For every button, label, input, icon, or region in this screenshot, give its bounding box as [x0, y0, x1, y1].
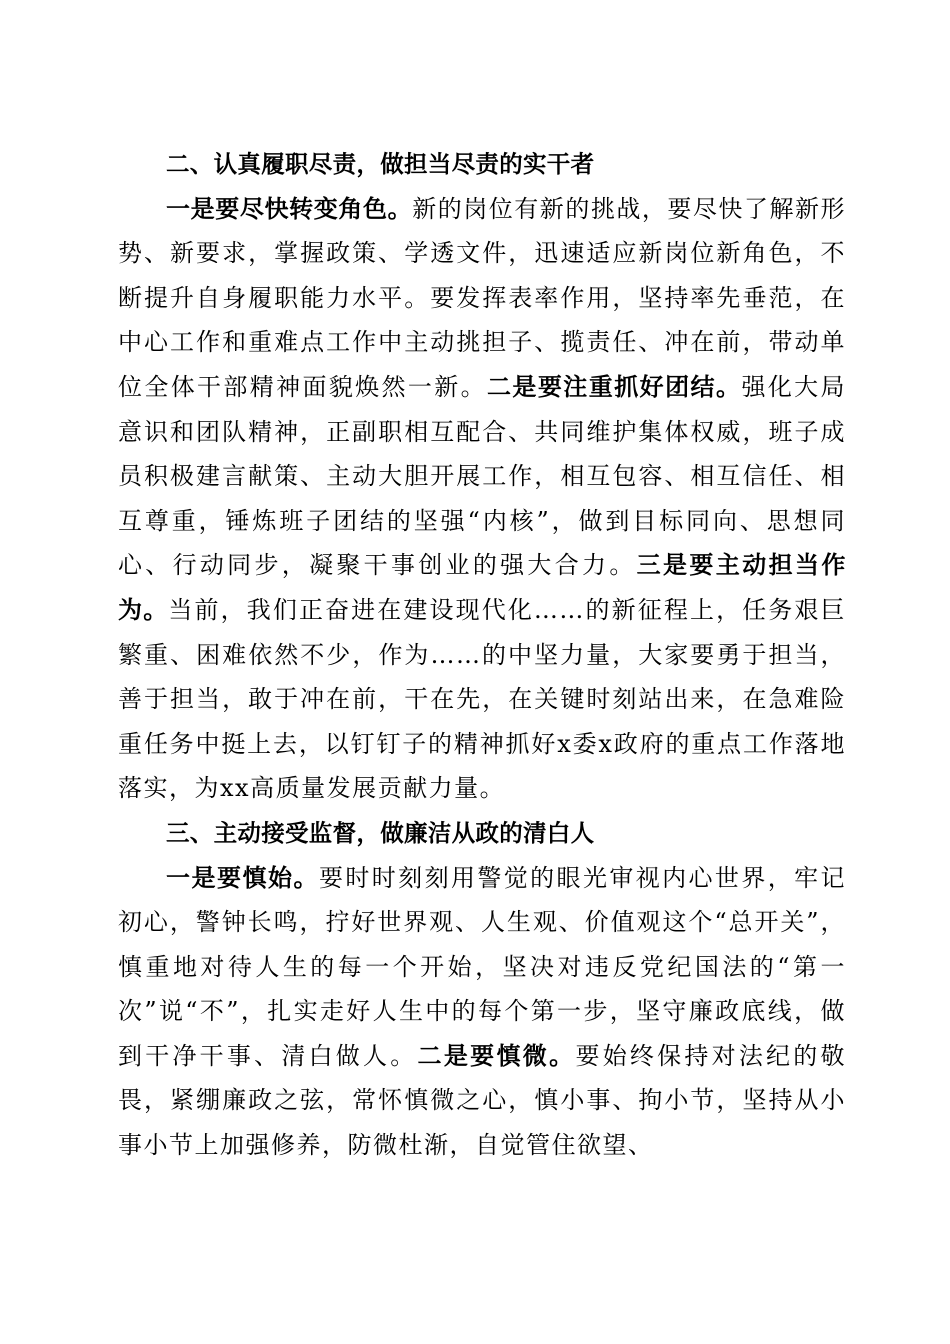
point-2-lead: 二是要慎微。 — [417, 1041, 576, 1070]
section-2-paragraph — [118, 187, 846, 811]
section-3-heading: 三、主动接受监督，做廉洁从政的清白人 — [166, 818, 595, 847]
point-2-body: 强化大局意识和团队精神，正副职相互配合、共同维护集体权威，班子成员积极建言献策、主动大胆开展工作，相互包容、相互信任、相互尊重，锤炼班子团结的坚强“内核”，做到目标同向、思想同心、行动同步，凝聚干事创业的强大合力。 — [118, 372, 847, 580]
point-2-body: 要始终保持对法纪的敬畏，紧绷廉政之弦，常怀慎微之心，慎小事、拘小节，坚持从小事小节上加强修养，防微杜渐，自觉管住欲望、 — [118, 1041, 847, 1160]
point-3-lead: 三是要主动担当作为。 — [118, 551, 846, 624]
point-2-lead: 二是要注重抓好团结。 — [486, 372, 742, 401]
point-1-body: 新的岗位有新的挑战，要尽快了解新形势、新要求，掌握政策、学透文件，迅速适应新岗位新角色，不断提升自身履职能力水平。要发挥表率作用，坚持率先垂范，在中心工作和重难点工作中主动挑担子、揽责任、冲在前，带动单位全体干部精神面貌焕然一新。 — [118, 194, 847, 401]
section-3-paragraph — [118, 856, 846, 1168]
document-body — [118, 142, 846, 1168]
point-1-lead: 一是要尽快转变角色。 — [166, 194, 413, 223]
point-3-body: 当前，我们正奋进在建设现代化……的新征程上，任务艰巨繁重、困难依然不少，作为……的中坚力量，大家要勇于担当，善于担当，敢于冲在前，干在先，在关键时刻站出来，在急难险重任务中挺上去，以钉钉子的精神抓好x委x政府的重点工作落地落实，为xx高质量发展贡献力量。 — [118, 595, 847, 803]
point-1-lead: 一是要慎始。 — [166, 863, 319, 892]
section-2-heading: 二、认真履职尽责，做担当尽责的实干者 — [166, 150, 595, 178]
point-1-body: 要时时刻刻用警觉的眼光审视内心世界，牢记初心，警钟长鸣，拧好世界观、人生观、价值观这个“总开关”，慎重地对待人生的每一个开始，坚决对违反党纪国法的“第一次”说“不”，扎实走好人生中的每个第一步，坚守廉政底线，做到干净干事、清白做人。 — [118, 863, 846, 1070]
